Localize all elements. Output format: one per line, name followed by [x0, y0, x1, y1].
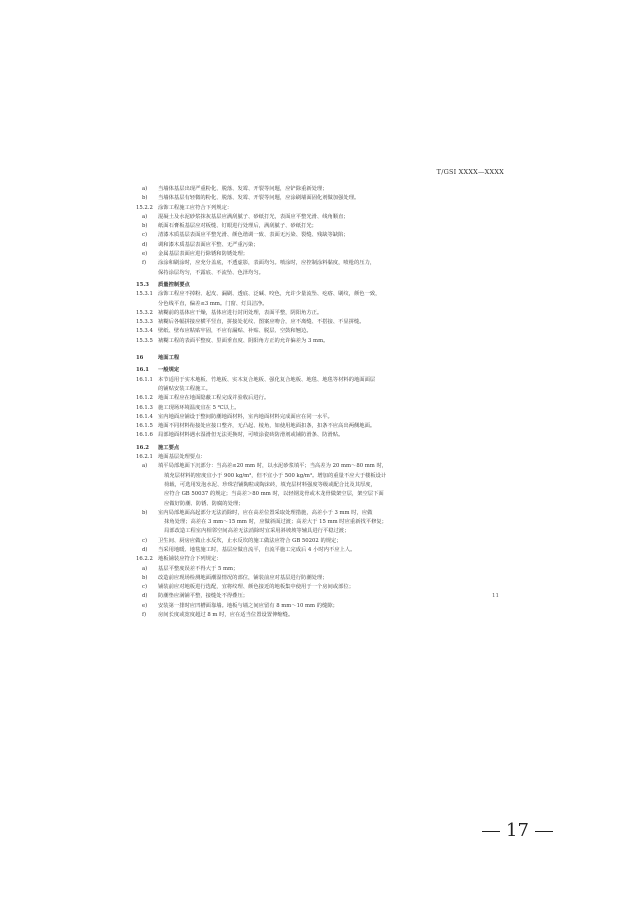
footer-page-number-text: 17: [506, 820, 529, 841]
clause-text: 壁纸、壁布应粘贴牢固，不应有漏贴、补贴、脱层、空鼓和翘边。: [158, 328, 312, 335]
standard-code-header: T/GSI XXXX—XXXX: [436, 168, 504, 176]
clause-line: [136, 290, 511, 299]
item-text: 改造前应现场检测地面潮湿情况的部位，铺装前应对基层进行防潮处理；: [158, 574, 328, 581]
clause-number: 16.1.3: [136, 404, 153, 411]
continuation-line: 应符合 GB 50037 的规定；当高差＞80 mm 时，以轻钢龙骨或木龙骨做架空层，架空层下面: [164, 491, 384, 498]
item-number: d): [142, 593, 148, 600]
item-text: 当墙体基层有轻微的粉化、脱落、发霉、开裂等问题，应涂刷墙面固化剂做加强处理。: [158, 195, 360, 202]
item-number: a): [142, 463, 148, 470]
item-text: 混凝土及水泥砂浆抹灰基层应满刮腻子、砂纸打光，表面应平整光滑、线角顺直；: [158, 213, 349, 220]
clause-line: [136, 555, 511, 564]
clause-text: 涂饰工程应不掉粉、起皮、漏刷、透底、泛碱、咬色，允许少量流坠、疙瘩、刷纹，颜色一致，: [158, 291, 381, 298]
item-text: 室内局部地面高起部分无法消除时，应在高差位置采取处理措施，高差小于 3 mm 时，应做: [158, 509, 373, 516]
item-number: f): [142, 612, 147, 619]
item-line: [136, 462, 511, 471]
clause-line: [136, 204, 511, 213]
clause-line: [136, 327, 511, 336]
footer-dash-left: [482, 831, 500, 832]
footer-dash-right: [535, 831, 553, 832]
clause-text: 裱糊前的基体应干燥，基体应进行封闭处理，表面平整，阴阳角方正。: [158, 309, 323, 316]
clause-line: [136, 404, 511, 413]
clause-text: 地面基层处理要点：: [158, 454, 206, 461]
clause-number: 15.3.4: [136, 328, 153, 335]
heading-number: 15.3: [136, 281, 149, 288]
item-text: 房间长度或宽度超过 8 m 时，应在适当位置设置伸缩缝。: [158, 612, 294, 619]
clause-number: 15.3.5: [136, 337, 153, 344]
item-number: d): [142, 241, 148, 248]
clause-text: 地面不同材料衔接处应接口整齐，无凸起、棱角，如使用地面扣条，扣条不应高出两侧地面。: [158, 423, 376, 430]
continuation-line: 荷载，可选用发泡水泥、珍珠岩铺陶粒或陶沫砖，填充层材料强度等级或配合比及其厚度，: [164, 481, 376, 488]
item-number: c): [142, 584, 148, 591]
heading-number: 16.2: [136, 444, 149, 451]
clause-line: [136, 394, 511, 403]
item-line: [136, 185, 511, 194]
item-text: 铺装前应对地板进行选配，宜将纹理、颜色接近的地板集中使用于一个房间或部位；: [158, 584, 354, 591]
item-line: [136, 546, 511, 555]
clause-number: 16.1.4: [136, 413, 153, 420]
continuation-line: 局部改造工程室内相邻空间高差无法消除时宜采用斜坡坡等辅具进行平稳过渡；: [164, 528, 350, 535]
item-number: c): [142, 537, 148, 544]
item-number: f): [142, 260, 147, 267]
item-line: [136, 611, 511, 620]
clause-text: 裱糊工程的表面平整度、里面垂直度、阴阳角方正的允许偏差为 3 mm。: [158, 337, 329, 344]
item-line: [136, 565, 511, 574]
chapter-text: 地面工程: [158, 355, 180, 362]
clause-number: 15.3.3: [136, 319, 153, 326]
item-text: 安装第一排时应凹槽面靠墙。地板与墙之间应留有 8 mm～10 mm 的缝隙；: [158, 602, 338, 609]
item-number: b): [142, 574, 148, 581]
clause-number: 15.3.2: [136, 309, 153, 316]
clause-number: 16.1.2: [136, 395, 153, 402]
heading-text: 一般规定: [158, 367, 180, 374]
item-text: 当墙体基层出现严重粉化、脱落、发霉、开裂等问题，应铲除重新处理；: [158, 186, 328, 192]
footer-page-number: [476, 820, 559, 841]
heading-number: 16.1: [136, 367, 149, 374]
clause-line: [136, 318, 511, 327]
clause-text: 施工现场环境温度宜在 5 ℃以上。: [158, 404, 240, 411]
clause-text: 涂饰工程施工应符合下列规定：: [158, 204, 233, 211]
item-line: [136, 583, 511, 592]
item-number: a): [142, 213, 148, 220]
clause-number: 16.1.1: [136, 376, 153, 383]
item-number: b): [142, 195, 148, 202]
clause-line: [136, 422, 511, 431]
item-number: b): [142, 223, 148, 230]
item-number: d): [142, 546, 148, 553]
inner-page-number: 11: [492, 593, 499, 599]
item-line: [136, 259, 511, 268]
clause-text: 局部地面材料遇水湿滑但无法更换时，可喷涂瓷砖防滑剂或铺防滑条、防滑贴。: [158, 432, 344, 439]
item-number: a): [142, 186, 148, 192]
continuation-line: 抹角处理；高差在 3 mm～15 mm 时，应做斜面过渡；高差大于 15 mm 时应重新找平修复；: [164, 519, 387, 526]
clause-line: [136, 431, 511, 440]
item-line: [136, 509, 511, 518]
clause-number: 16.2.1: [136, 454, 153, 461]
clause-number: 15.2.2: [136, 204, 153, 211]
item-text: 涂涂和刷涂时，应充分盖底，不透虚影，表面均匀。喷涂时，应控制涂料黏度，喷枪的压力，: [158, 260, 376, 267]
clause-text: 地面工程应在地面隐蔽工程完成并验收后进行。: [158, 395, 270, 402]
item-number: e): [142, 602, 148, 609]
item-line: [136, 194, 511, 203]
chapter-line: [136, 354, 511, 363]
item-number: a): [142, 565, 148, 572]
clause-line: [136, 413, 511, 422]
heading-line: [136, 366, 511, 375]
item-line: [136, 231, 511, 240]
item-line: [136, 592, 511, 601]
item-text: 调和漆木质基层表面应平整、无严重污染；: [158, 241, 259, 248]
continuation-line: 保持涂层均匀，不露底、不流坠、色泽均匀。: [158, 269, 264, 276]
clause-number: 16.1.6: [136, 432, 153, 439]
item-text: 纸面石膏板基层应对板缝、钉眼进行处理后，满刮腻子、砂纸打光；: [158, 223, 317, 230]
clause-line: [136, 453, 511, 462]
item-text: 当采用地暖、地毯施工时，基层应做自流平，自流平施工完成后 4 小时内不应上人。: [158, 546, 356, 553]
continuation-line: 的铺贴安装工程施工。: [158, 385, 211, 392]
heading-text: 施工要点: [158, 444, 180, 451]
clause-text: 室内地面应铺设于整间防潮地面材料，室内地面材料完成面应在同一水平。: [158, 413, 333, 420]
item-line: [136, 602, 511, 611]
clause-number: 15.3.1: [136, 291, 153, 298]
heading-line: [136, 444, 511, 453]
continuation-line: 填充层材料的密度宜小于 900 kg/m³，但不宜小于 500 kg/m³。增加的重量不应大于楼板设计: [164, 472, 387, 479]
item-number: e): [142, 251, 148, 258]
clause-line: [136, 376, 511, 385]
item-text: 卫生间、厨房应做止水反坎，止水反坎的施工做法应符合 GB 50202 的规定；: [158, 537, 342, 544]
item-text: 清漆木质基层表面应平整光滑、颜色谐调一致、表面无污染、裂缝、残缺等缺陷；: [158, 232, 349, 239]
item-text: 防潮垫应满铺平整，接缝处不得叠压；: [158, 593, 249, 600]
item-line: [136, 241, 511, 250]
continuation-line: 应做好防潮、防锈、防腐的处理；: [164, 500, 244, 507]
item-text: 金属基层表面应进行除锈和防锈处理；: [158, 251, 249, 258]
heading-text: 质量控制要点: [158, 281, 190, 288]
item-number: b): [142, 509, 148, 516]
item-text: 基层平整度误差不得大于 5 mm；: [158, 565, 239, 572]
chapter-number: 16: [136, 355, 144, 362]
clause-number: 16.1.5: [136, 423, 153, 430]
clause-line: [136, 337, 511, 346]
item-number: c): [142, 232, 148, 239]
document-body: [136, 185, 511, 620]
item-line: [136, 537, 511, 546]
clause-line: [136, 309, 511, 318]
item-line: [136, 574, 511, 583]
continuation-line: 分色线平直，偏差≤3 mm。门窗、灯具洁净。: [158, 300, 268, 307]
item-line: [136, 222, 511, 231]
clause-text: 本节适用于实木地板、竹地板、实木复合地板、强化复合地板、地毯、地毯等材料的地面面层: [158, 376, 376, 383]
clause-text: 裱糊后各幅拼接应横平竖直，拼接处花纹、图案应吻合，应不离缝、不搭接、不显拼缝。: [158, 319, 365, 326]
clause-number: 16.2.2: [136, 556, 153, 563]
item-line: [136, 213, 511, 222]
item-text: 填平局部地面下沉部分：当高差≤20 mm 时，以水泥砂浆填平；当高差为 20 mm～80 mm 时，: [158, 463, 388, 470]
heading-line: [136, 281, 511, 290]
clause-text: 地板铺装应符合下列规定：: [158, 556, 222, 563]
item-line: [136, 250, 511, 259]
